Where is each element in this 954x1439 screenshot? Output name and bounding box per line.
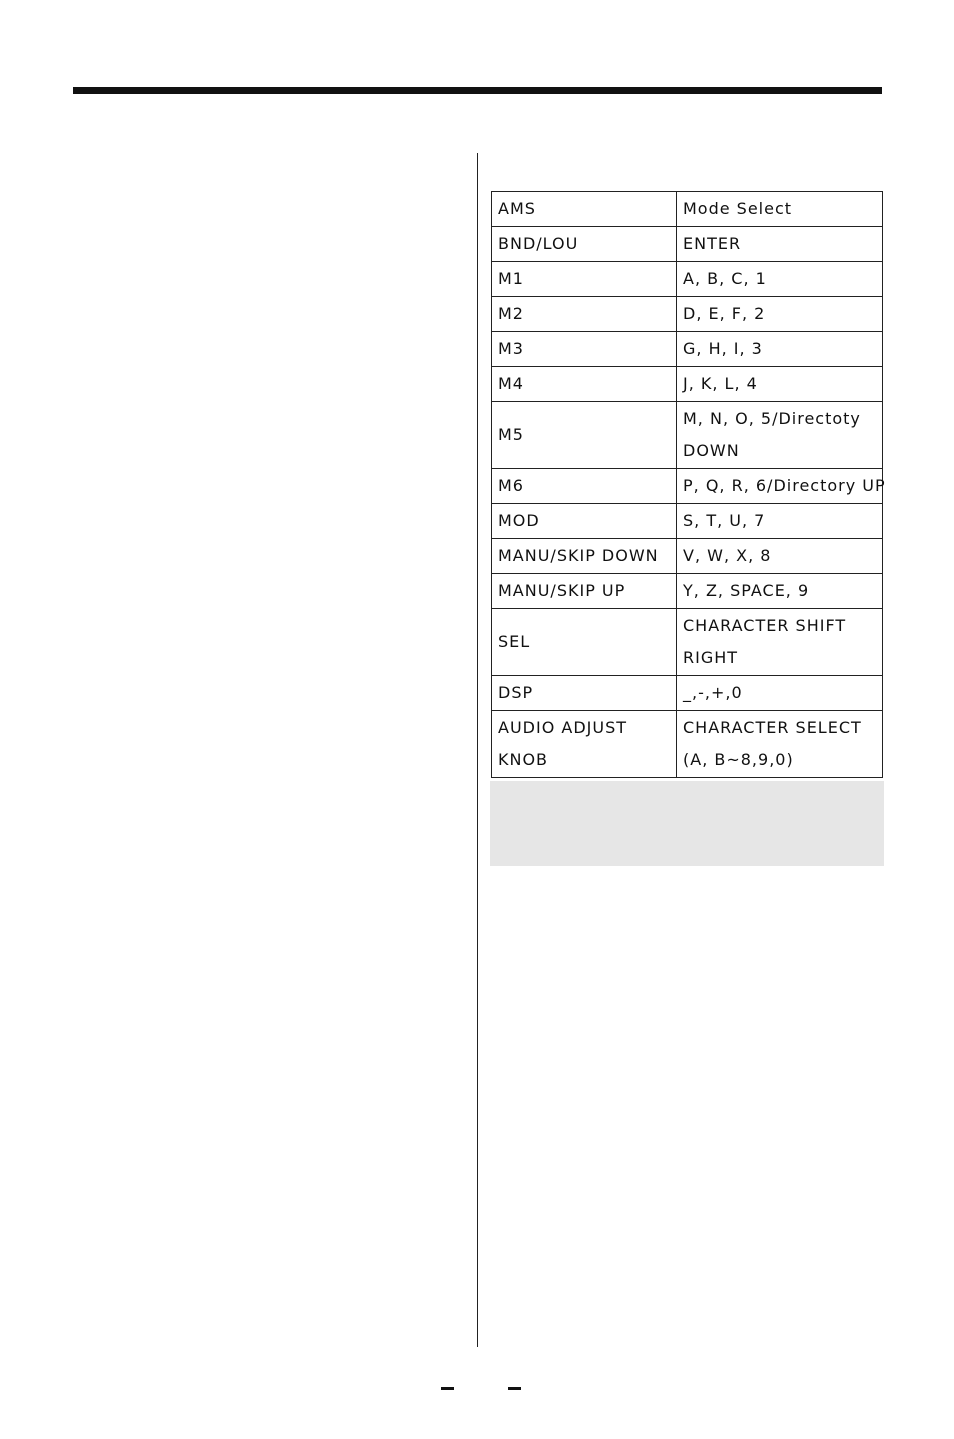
key-cell: M1	[492, 262, 677, 297]
key-cell: M5	[492, 402, 677, 469]
function-cell: D, E, F, 2	[677, 297, 883, 332]
key-cell: BND/LOU	[492, 227, 677, 262]
key-cell: SEL	[492, 609, 677, 676]
key-cell: AMS	[492, 192, 677, 227]
function-cell: _,-,+,0	[677, 676, 883, 711]
table-row	[492, 469, 883, 504]
table-row	[492, 297, 883, 332]
function-cell: P, Q, R, 6/Directory UP	[677, 469, 883, 504]
function-cell: J, K, L, 4	[677, 367, 883, 402]
key-cell: M4	[492, 367, 677, 402]
table-row	[492, 367, 883, 402]
table-row	[492, 332, 883, 367]
function-cell: Y, Z, SPACE, 9	[677, 574, 883, 609]
function-cell: G, H, I, 3	[677, 332, 883, 367]
key-cell: MANU/SKIP UP	[492, 574, 677, 609]
table-row	[492, 711, 883, 778]
function-cell: ENTER	[677, 227, 883, 262]
key-cell: M2	[492, 297, 677, 332]
table-row	[492, 504, 883, 539]
function-cell: M, N, O, 5/Directoty DOWN	[677, 402, 883, 469]
header-rule	[73, 87, 882, 94]
table-row	[492, 262, 883, 297]
function-cell: CHARACTER SHIFT RIGHT	[677, 609, 883, 676]
page-number-dash-left	[441, 1387, 454, 1390]
key-cell: MANU/SKIP DOWN	[492, 539, 677, 574]
table-row	[492, 192, 883, 227]
key-cell: M3	[492, 332, 677, 367]
function-cell: S, T, U, 7	[677, 504, 883, 539]
note-box	[490, 781, 884, 866]
key-cell: AUDIO ADJUST KNOB	[492, 711, 677, 778]
column-divider	[477, 153, 478, 1347]
table-row	[492, 402, 883, 469]
function-cell: V, W, X, 8	[677, 539, 883, 574]
key-cell: DSP	[492, 676, 677, 711]
key-cell: MOD	[492, 504, 677, 539]
table-row	[492, 574, 883, 609]
function-cell: A, B, C, 1	[677, 262, 883, 297]
table-row	[492, 227, 883, 262]
function-cell: Mode Select	[677, 192, 883, 227]
key-function-table	[491, 191, 886, 778]
table-row	[492, 539, 883, 574]
table-row	[492, 609, 883, 676]
page-number-dash-right	[508, 1387, 521, 1390]
function-cell: CHARACTER SELECT (A, B~8,9,0)	[677, 711, 883, 778]
key-cell: M6	[492, 469, 677, 504]
table-row	[492, 676, 883, 711]
